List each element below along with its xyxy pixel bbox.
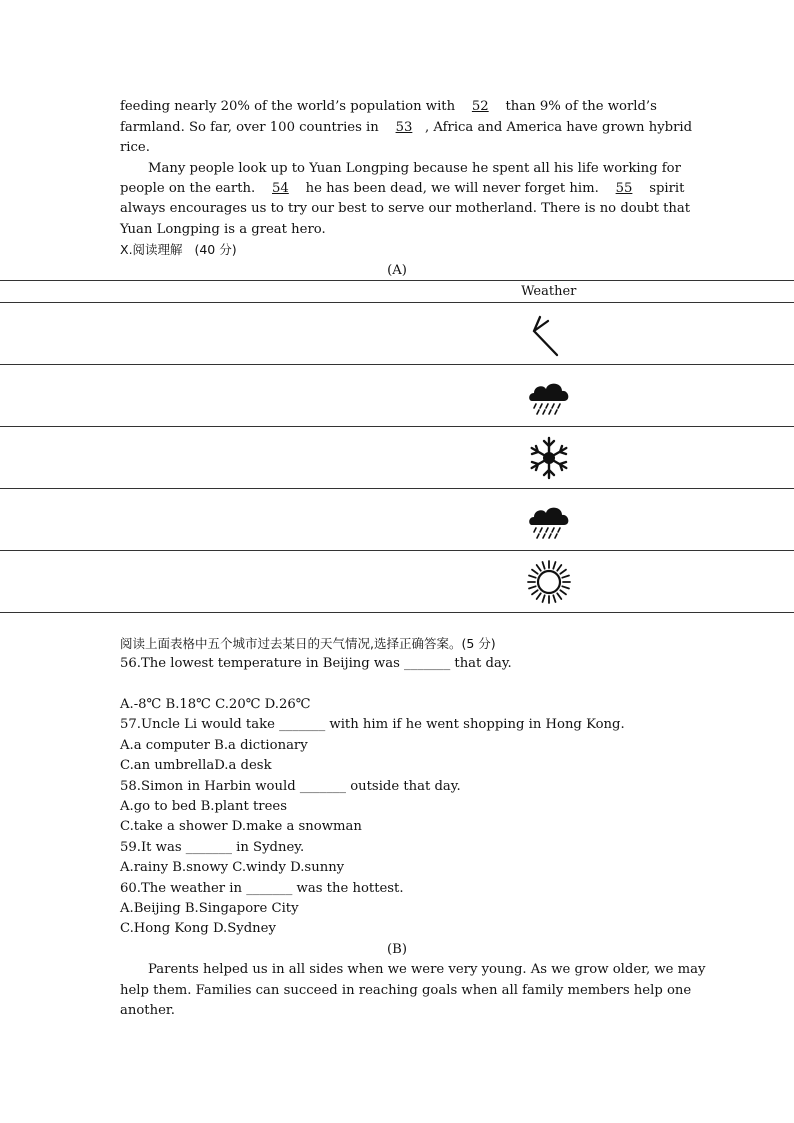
passage-b-line: help them. Families can succeed in reaching goals when all family members help one [120, 983, 692, 998]
question-59-options: A.rainy B.snowy C.windy D.sunny [120, 860, 345, 875]
windy-icon [526, 311, 572, 357]
question-59: 59.It was _______ in Sydney. [120, 840, 305, 855]
passage-line: always encourages us to try our best to serve our motherland. There is no doubt that [120, 201, 691, 216]
section-heading: X.阅读理解 (40 分) [120, 242, 237, 257]
header-cell [0, 281, 453, 303]
sunny-icon [526, 559, 572, 605]
table-row [0, 303, 794, 365]
sun-ray [536, 565, 540, 571]
passage-line: Yuan Longping is a great hero. [120, 222, 326, 237]
sun-ray [553, 595, 555, 602]
question-56-options: A.-8℃ B.18℃ C.20℃ D.26℃ [120, 697, 311, 712]
rainy-icon [526, 497, 572, 543]
sun-ray [560, 590, 566, 594]
table-row [0, 427, 794, 489]
question-60: 60.The weather in _______ was the hottest. [120, 881, 404, 896]
blank-53: 53 [395, 120, 413, 135]
sun-ray [542, 562, 544, 569]
table-row [0, 489, 794, 551]
sun-ray [529, 586, 536, 588]
sun-ray [553, 562, 555, 569]
table-row [0, 551, 794, 613]
passage-line: farmland. So far, over 100 countries in 53 , Africa and America have grown hybrid [120, 118, 680, 139]
weather-table [0, 280, 794, 613]
sun-ray [532, 590, 538, 594]
sun-ray [557, 565, 561, 571]
question-57-options: A.a computer B.a dictionary [120, 738, 308, 753]
question-56: 56.The lowest temperature in Beijing was _______ that day. [120, 656, 512, 671]
passage-line: Many people look up to Yuan Longping because he spent all his life working for [148, 161, 681, 176]
passage-b-line: another. [120, 1003, 175, 1018]
table-row [0, 365, 794, 427]
sun-ray [529, 575, 536, 577]
sun-ray [562, 575, 569, 577]
passage-line: people on the earth. 54 he has been dead, we will never forget him. 55 spirit [120, 179, 680, 200]
question-58-options: A.go to bed B.plant trees [120, 799, 287, 814]
blank-55: 55 [615, 181, 633, 196]
question-58: 58.Simon in Harbin would _______ outside that day. [120, 779, 461, 794]
table-header-row [0, 281, 794, 303]
sun-ray [560, 569, 566, 573]
header-weather: Weather [453, 281, 644, 303]
snowy-icon [526, 435, 572, 481]
blank-52: 52 [471, 99, 489, 114]
part-b-label: (B) [387, 942, 407, 957]
instruction-text: 阅读上面表格中五个城市过去某日的天气情况,选择正确答案。(5 分) [120, 636, 496, 651]
question-60-options: A.Beijing B.Singapore City [120, 901, 299, 916]
sun-ray [532, 569, 538, 573]
blank-54: 54 [272, 181, 289, 196]
sun-ray [562, 586, 569, 588]
passage-line: rice. [120, 140, 150, 155]
part-a-label: (A) [387, 263, 407, 278]
question-57-options: C.an umbrellaD.a desk [120, 758, 272, 773]
sun-ray [542, 595, 544, 602]
passage-b-line: Parents helped us in all sides when we were very young. As we grow older, we may [148, 962, 706, 977]
sun-ray [557, 593, 561, 599]
question-60-options: C.Hong Kong D.Sydney [120, 921, 276, 936]
rainy-icon [526, 373, 572, 419]
question-58-options: C.take a shower D.make a snowman [120, 819, 362, 834]
header-cell [644, 281, 794, 303]
passage-line: feeding nearly 20% of the world’s population with 52 than 9% of the world’s [120, 97, 680, 118]
sun-ray [536, 593, 540, 599]
question-57: 57.Uncle Li would take _______ with him if he went shopping in Hong Kong. [120, 717, 625, 732]
